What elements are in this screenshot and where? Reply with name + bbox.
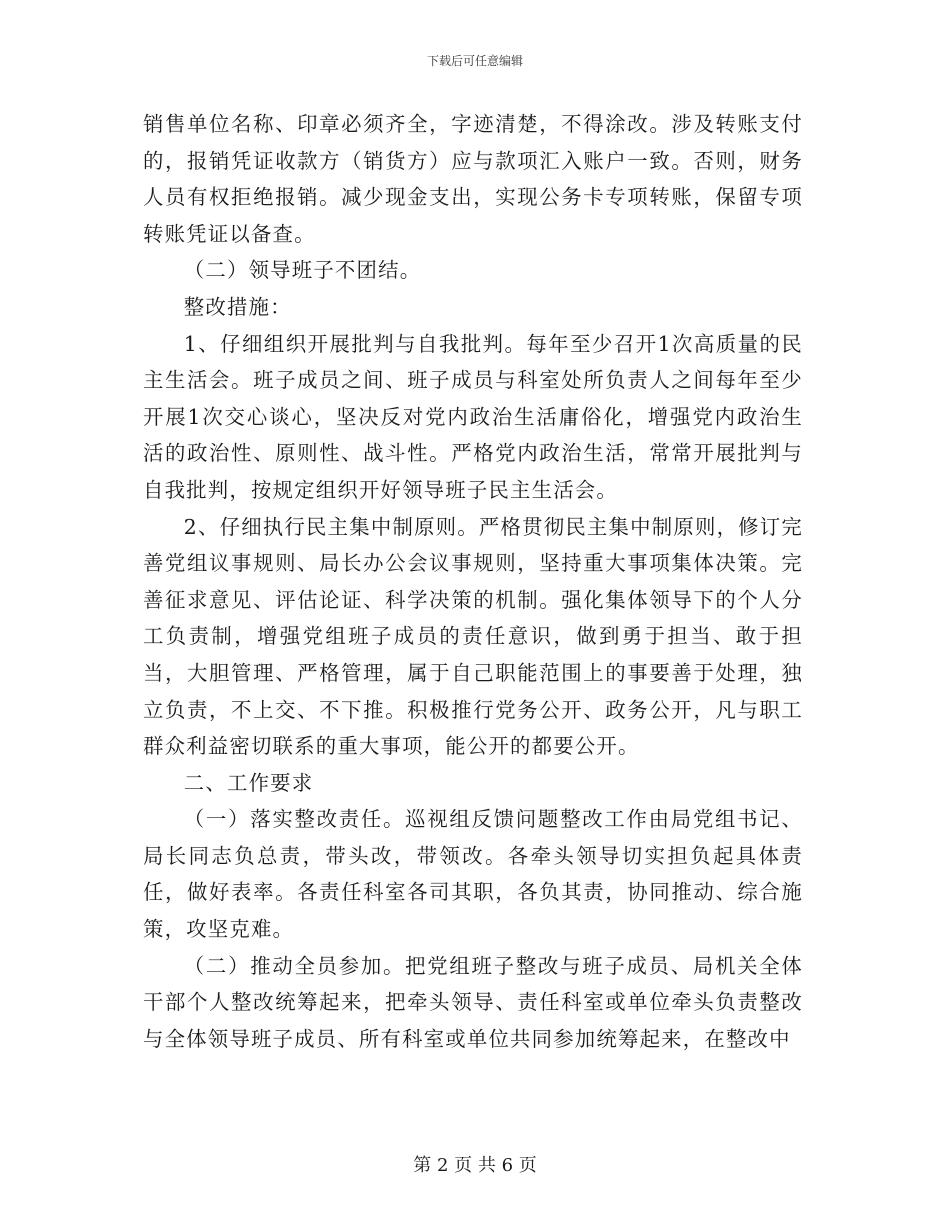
paragraph: （一）落实整改责任。巡视组反馈问题整改工作由局党组书记、局长同志负总责，带头改，带领改。各牵头领导切实担负起具体责任，做好表率。各责任科室各司其职，各负其责，协同推动、综合施策，攻坚克难。 <box>143 807 803 942</box>
paragraph: 销售单位名称、印章必须齐全，字迹清楚，不得涂改。涉及转账支付的，报销凭证收款方（销货方）应与款项汇入账户一致。否则，财务人员有权拒绝报销。减少现金支出，实现公务卡专项转账，保留专项转账凭证以备查。 <box>143 112 803 246</box>
section-heading: （二）领导班子不团结。 <box>183 258 422 283</box>
paragraph: 整改措施： <box>183 294 292 319</box>
paragraph: 1、仔细组织开展批判与自我批判。每年至少召开1次高质量的民主生活会。班子成员之间、班子成员与科室处所负责人之间每年至少开展1次交心谈心，坚决反对党内政治生活庸俗化，增强党内政治生活的政治性、原则性、战斗性。严格党内政治生活，常常开展批判与自我批判，按规定组织开好领导班子民主生活会。 <box>143 331 803 502</box>
section-heading: 二、工作要求 <box>183 770 314 795</box>
page-number: 第 2 页 共 6 页 <box>413 1155 537 1176</box>
page-header: 下载后可任意编辑 <box>426 54 523 68</box>
paragraph: （二）推动全员参加。把党组班子整改与班子成员、局机关全体干部个人整改统筹起来，把牵头领导、责任科室或单位牵头负责整改与全体领导班子成员、所有科室或单位共同参加统筹起来，在整改中 <box>143 953 803 1051</box>
paragraph: 2、仔细执行民主集中制原则。严格贯彻民主集中制原则，修订完善党组议事规则、局长办公会议事规则，坚持重大事项集体决策。完善征求意见、评估论证、科学决策的机制。强化集体领导下的个人分工负责制，增强党组班子成员的责任意识，做到勇于担当、敢于担当，大胆管理、严格管理，属于自己职能范围上的事要善于处理，独立负责，不上交、不下推。积极推行党务公开、政务公开，凡与职工群众利益密切联系的重大事项，能公开的都要公开。 <box>143 514 803 759</box>
document-body <box>143 106 803 1057</box>
